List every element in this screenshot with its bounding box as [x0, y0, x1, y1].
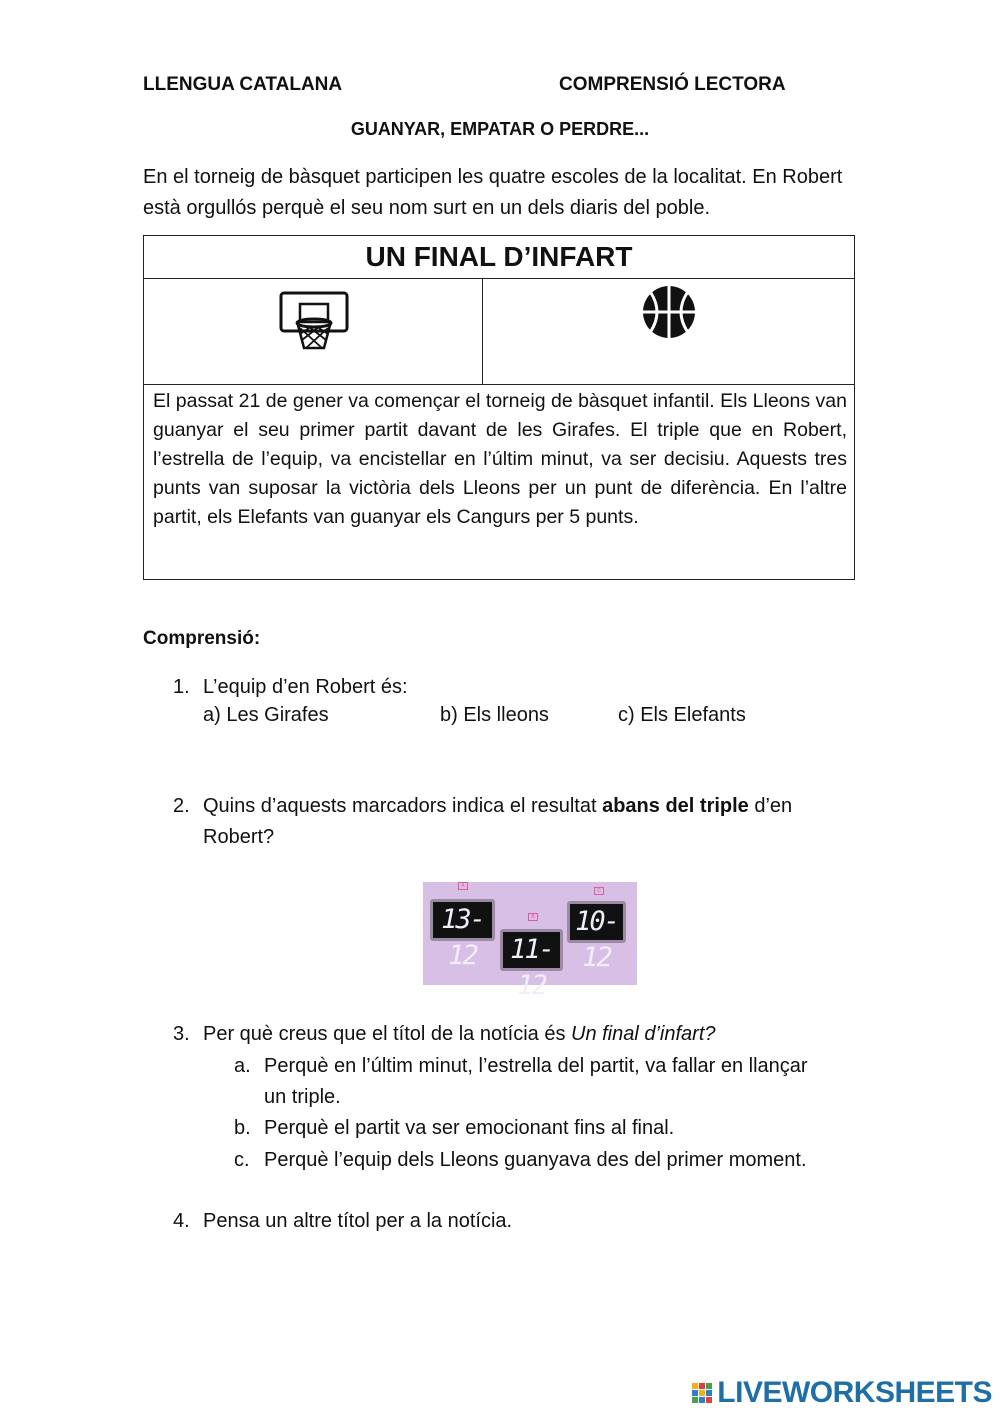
subject-heading: LLENGUA CATALANA	[143, 74, 343, 95]
activity-heading: COMPRENSIÓ LECTORA	[559, 74, 786, 95]
scoreboard-c[interactable]: 10-12	[567, 901, 626, 943]
question-3-option-b-letter: b.	[234, 1117, 251, 1139]
page-subtitle: GUANYAR, EMPATAR O PERDRE...	[350, 119, 650, 139]
question-3-italic-title: Un final d’infart?	[571, 1023, 716, 1045]
question-3-text	[203, 1019, 716, 1050]
section-title: Comprensió:	[143, 628, 261, 649]
question-3-option-a[interactable]: Perquè en l’últim minut, l’estrella del partit, va fallar en llançar un triple.	[264, 1055, 808, 1108]
liveworksheets-logo-icon	[691, 1382, 713, 1404]
news-title: UN FINAL D’INFART	[144, 236, 854, 279]
scoreboard-c-label[interactable]: C	[594, 887, 604, 895]
scoreboard-a-label[interactable]: A	[458, 882, 468, 890]
news-body: El passat 21 de gener va començar el torneig de bàsquet infantil. Els Lleons van guanyar el seu primer partit davant de les Girafes. El triple que en Robert, l’estrella de l’equip, va encistellar en l’últim minut, va ser decisiu. Aquests tres punts van suposar la victòria dels Lleons per un punt de diferència. En l’altre partit, els Elefants van guanyar els Cangurs per 5 punts.	[153, 390, 847, 528]
scoreboard-b[interactable]: 11-12	[500, 929, 563, 971]
question-3-text-part: Per què creus que el títol de la notícia és	[203, 1023, 571, 1045]
question-3-number: 3.	[173, 1023, 190, 1045]
news-image-cell-right	[483, 278, 854, 385]
basketball-hoop-icon	[278, 290, 350, 352]
news-article-box	[143, 235, 855, 580]
question-3-option-c[interactable]: Perquè l’equip dels Lleons guanyava des del primer moment.	[264, 1149, 807, 1171]
brand-logo	[691, 1376, 992, 1410]
question-3-option-b[interactable]: Perquè el partit va ser emocionant fins al final.	[264, 1117, 675, 1139]
question-1-option-c[interactable]: c) Els Elefants	[618, 704, 746, 726]
scoreboard-b-label[interactable]: B	[528, 913, 538, 921]
question-3-option-a-letter: a.	[234, 1055, 251, 1077]
question-2-bold-phrase: abans del triple	[602, 795, 749, 817]
intro-paragraph: En el torneig de bàsquet participen les quatre escoles de la localitat. En Robert està orgullós perquè el seu nom surt en un dels diaris del poble.	[143, 166, 843, 219]
question-2-number: 2.	[173, 795, 190, 817]
news-image-cell-left	[144, 278, 483, 385]
question-2-text	[203, 791, 843, 853]
question-3-option-c-letter: c.	[234, 1149, 250, 1171]
question-1-option-a[interactable]: a) Les Girafes	[203, 704, 329, 726]
question-2-text-end: d’en Robert?	[203, 795, 793, 848]
question-1-number: 1.	[173, 676, 190, 698]
brand-name: LIVEWORKSHEETS	[717, 1376, 992, 1409]
scoreboards-image	[423, 882, 637, 1001]
basketball-icon	[641, 284, 697, 340]
scoreboard-a[interactable]: 13-12	[430, 899, 495, 941]
question-4-text: Pensa un altre títol per a la notícia.	[203, 1210, 513, 1232]
question-4-number: 4.	[173, 1210, 190, 1232]
question-1-option-b[interactable]: b) Els lleons	[440, 704, 549, 726]
question-2-text-part: Quins d’aquests marcadors indica el resultat	[203, 795, 603, 817]
question-1-text: L’equip d’en Robert és:	[203, 676, 408, 698]
